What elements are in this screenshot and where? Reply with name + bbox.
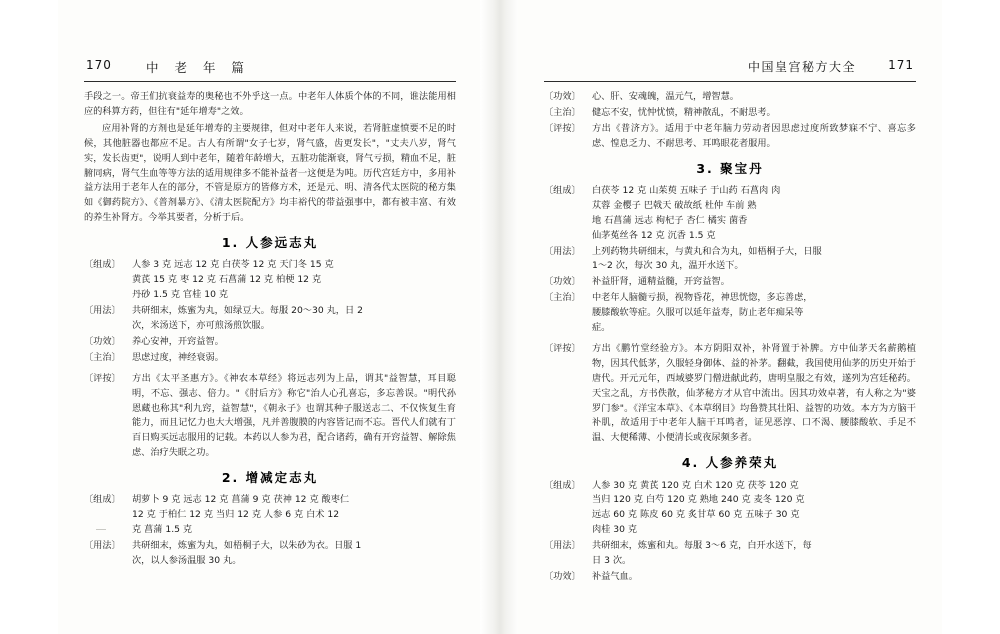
right-recipe-3-efficacy [544, 275, 916, 290]
field-label-comment: 〔评按〕 [84, 372, 121, 384]
usage-line: 共研细末，炼蜜和丸。每服 3～6 克，白开水送下，每 [592, 540, 812, 552]
field-value-usage [132, 539, 456, 569]
field-value-comment: 方出《鹏竹堂经验方》。本方阴阳双补，补肾置于补脾。方中仙茅天名薪鹅植物，因其代低茅，久服轻身御体、益的补茅。翻截，我国使用仙茅的历史开始于唐代。开元元年，西域婆罗门僧进献此药，唐明皇服之有效，遂列为宫廷秘药。天宝之乱，方书佚散，仙茅秘方才从官中流出。因其功效卓著，有人称之为"婆罗门参"。《洋宝本草》、《本草纲目》均鲁赞其壮阳、益智的功效。本方为方脑干补肌，故适用于中老年人脑干耳鸣者，证见恶淳、口不渴、腰膝酸软、手足不温、大便稀薄、小便清长或夜尿频多者。 [592, 342, 916, 444]
indication-line: 中老年人脑髓亏损，视物昏花，神思恍惚，多忘善虑， [592, 292, 813, 304]
composition-line: 丹砂 1.5 克 官桂 10 克 [132, 289, 229, 301]
composition-line: 苁蓉 金樱子 巴戟天 破故纸 杜仲 车前 熟 [592, 199, 757, 211]
left-recipe-2-usage [84, 539, 456, 569]
left-recipe-1-composition [84, 258, 456, 303]
field-label-composition: 〔组成〕 [544, 479, 581, 491]
field-value-indication [592, 106, 916, 121]
right-recipe-3-indication [544, 291, 916, 336]
composition-line: 肉桂 30 克 [592, 524, 638, 536]
left-intro-paragraph-2: 应用补肾的方剂也是延年增寿的主要规律，但对中老年人来说，若肾脏虚愤要不足的时候，其他脏器也都应不足。古人有所谓"女子七岁，肾气盛，齿更发长"，"丈夫八岁，肾气实，发长齿更"，说明人到中老年，随着年龄增大，五脏功能渐衰，肾气亏损，精血不足，脏腑同病，肾气生血等等方法的适用规律多不能补益者一这便是为吨。历代宫廷方中，多用补益方法用于老年人在的部分，不管是原方的皆修方术，还是元、明、清各代太医院的秘方集如《御药院方》、《普剂暴方》、《清太医院配方》均丰裕代的带益强事中，都有被丰富、有效的养生补肾方。今举其要者，分析于后。 [84, 122, 456, 224]
efficacy-line: 补益气血。 [592, 570, 638, 582]
field-value-usage [592, 539, 916, 569]
left-header-title: 中 老 年 篇 [146, 60, 250, 75]
field-value-comment: 方出《太平圣惠方》。《神农本草经》将远志列为上品，谓其"益智慧，耳目聪明，不忘、强志、倍力。"《肘后方》称它"治人心孔喜忘，多忘善误。"明代孙恩藏也称其"利九窍，益智慧"，《朝永子》也谓其种子服送志二、不仅恢复生育能力，而且记忆力也大大增强，凡并善腹膜的内容皆记而不忘。晋代人们就有丁百日购买远志服用的记载。本药以人参为君，配合诸药，确有开窍益智、解除焦虑、治疗失眠之功。 [132, 372, 456, 459]
indication-line: 症。 [592, 322, 611, 334]
usage-line: 1～2 次，每次 30 丸，温开水送下。 [592, 260, 744, 272]
field-label-composition: 〔组成〕 [84, 259, 121, 271]
right-recipe-3-composition [544, 184, 916, 244]
right-header-rule [544, 81, 916, 82]
left-recipe-2-composition [84, 493, 456, 538]
field-value-composition [592, 184, 916, 244]
field-value-efficacy [132, 335, 456, 350]
efficacy-line: 补益肝肾，通精益髓，开窍益智。 [592, 276, 730, 288]
composition-line: 当归 120 克 白芍 120 克 熟地 240 克 麦冬 120 克 [592, 494, 805, 506]
field-value-composition [132, 258, 456, 303]
right-top-indication [544, 106, 916, 121]
right-body [544, 90, 916, 585]
field-label-composition: 〔组成〕 [544, 184, 581, 196]
field-value-efficacy [592, 90, 916, 105]
usage-line: 上列药物共研细末，与黄丸和合为丸，如梧桐子大，日服 [592, 245, 822, 257]
left-recipe-2-title: 2. 增减定志丸 [221, 470, 319, 486]
field-label-usage: 〔用法〕 [544, 540, 581, 552]
field-label-efficacy: 〔功效〕 [544, 570, 581, 582]
right-recipe-3-comment [544, 342, 916, 446]
page-edge-mark [96, 529, 106, 530]
indication-line: 腰膝酸软等症。久服可以延年益寿，防止老年痴呆等 [592, 307, 804, 319]
field-value-composition [132, 493, 456, 538]
usage-line: 共研细末，炼蜜为丸，如绿豆大。每服 20～30 丸，日 2 [132, 305, 363, 317]
usage-line: 日 3 次。 [592, 555, 632, 567]
composition-line: 人参 30 克 黄芪 120 克 白术 120 克 茯苓 120 克 [592, 479, 799, 491]
efficacy-line: 心、肝、安魂魄，温元气，增智慧。 [592, 91, 739, 102]
field-value-efficacy [592, 570, 916, 585]
field-value-indication [132, 351, 456, 366]
composition-line: 地 石菖蒲 远志 枸杞子 杏仁 橘实 菌香 [592, 214, 748, 226]
field-label-composition: 〔组成〕 [84, 494, 121, 506]
left-recipe-1-indication [84, 351, 456, 366]
composition-line: 白茯苓 12 克 山茱萸 五味子 于山药 石菖肉 肉 [592, 184, 781, 196]
right-page-number: 171 [888, 58, 914, 72]
right-page-header [544, 58, 916, 80]
field-value-efficacy [592, 275, 916, 290]
left-recipe-1-efficacy [84, 335, 456, 350]
field-value-comment: 方出《普济方》。适用于中老年脑力劳动者因思虑过度所致梦寐不宁、喜忘多虑、惶息乏力、不耐思考、耳鸣眼花者服用。 [592, 122, 916, 149]
left-recipe-1-usage [84, 304, 456, 334]
composition-line: 仙茅菟丝各 12 克 沉香 1.5 克 [592, 229, 716, 241]
field-value-indication [592, 291, 916, 336]
book-gutter [480, 0, 520, 634]
left-body [84, 90, 456, 569]
field-label-indication: 〔主治〕 [544, 292, 581, 304]
composition-line: 人参 3 克 远志 12 克 白茯苓 12 克 天门冬 15 克 [132, 259, 334, 271]
left-recipe-1-title: 1. 人参远志丸 [221, 235, 319, 251]
right-header-title: 中国皇宫秘方大全 [747, 60, 856, 74]
right-recipe-4-usage [544, 539, 916, 569]
field-label-comment: 〔评按〕 [544, 122, 581, 134]
field-label-usage: 〔用法〕 [544, 245, 581, 257]
composition-line: 12 克 于柏仁 12 克 当归 12 克 人参 6 克 白术 12 [132, 509, 340, 521]
left-intro-paragraph-1: 手段之一。帝王们抗衰益寿的奥秘也不外乎这一点。中老年人体质个体的不同，谁法能用相应的科算方药，但往有"延年增寿"之效。 [84, 91, 456, 117]
field-label-usage: 〔用法〕 [84, 540, 121, 552]
right-top-efficacy [544, 90, 916, 105]
field-label-usage: 〔用法〕 [84, 305, 121, 317]
field-label-efficacy: 〔功效〕 [544, 276, 581, 288]
indication-line: 健忘不安，忧忡忧愤，精神散乱，不耐思考。 [592, 106, 776, 118]
field-label-efficacy: 〔功效〕 [84, 335, 121, 347]
indication-line: 思虑过度，神经衰弱。 [132, 351, 224, 363]
usage-line: 次，米汤送下，亦可煎汤煎饮服。 [132, 320, 270, 332]
usage-line: 共研细末，炼蜜为丸，如梧桐子大，以朱砂为衣。日服 1 [132, 540, 362, 552]
composition-line: 胡萝卜 9 克 远志 12 克 菖蒲 9 克 茯神 12 克 酸枣仁 [132, 494, 350, 506]
left-page-number: 170 [86, 58, 112, 72]
usage-line: 次，以人参汤温服 30 丸。 [132, 555, 242, 567]
right-recipe-3-title: 3. 聚宝丹 [696, 160, 764, 176]
composition-line: 克 菖蒲 1.5 克 [132, 524, 193, 536]
right-page [518, 0, 942, 634]
efficacy-line: 养心安神，开窍益智。 [132, 335, 224, 347]
right-top-comment [544, 122, 916, 152]
field-label-comment: 〔评按〕 [544, 342, 581, 354]
field-value-usage [132, 304, 456, 334]
composition-line: 黄芪 15 克 枣 12 克 石菖蒲 12 克 柏梗 12 克 [132, 274, 322, 286]
field-label-efficacy: 〔功效〕 [544, 91, 581, 102]
left-page-header [84, 58, 456, 80]
field-label-indication: 〔主治〕 [544, 106, 581, 118]
field-value-composition [592, 479, 916, 539]
left-header-rule [84, 81, 456, 82]
right-recipe-4-title: 4. 人参养荣丸 [681, 455, 779, 471]
composition-line: 远志 60 克 陈皮 60 克 炙甘草 60 克 五味子 30 克 [592, 509, 800, 521]
right-recipe-4-composition [544, 479, 916, 539]
right-recipe-3-usage [544, 245, 916, 275]
field-value-usage [592, 245, 916, 275]
left-recipe-1-comment [84, 372, 456, 461]
left-page [58, 0, 482, 634]
right-recipe-4-efficacy [544, 570, 916, 585]
field-label-indication: 〔主治〕 [84, 351, 121, 363]
